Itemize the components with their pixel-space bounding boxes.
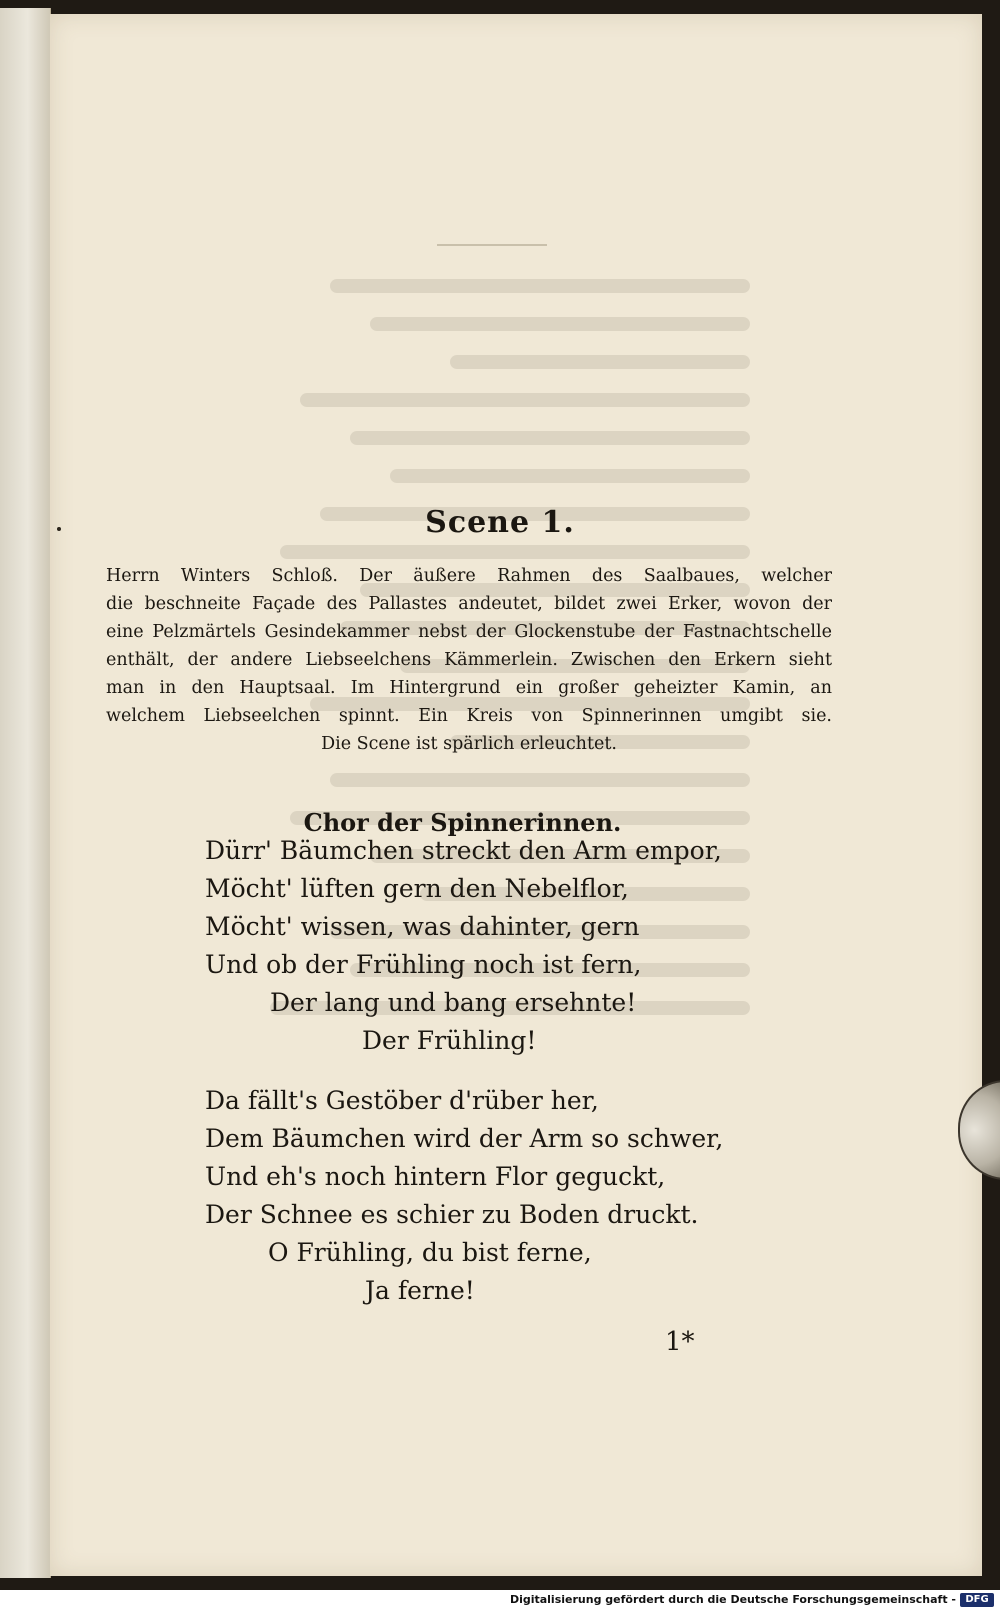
stage-line: eine Pelzmärtels Gesindekammer nebst der Glockenstube der Fastnachtschelle (106, 622, 832, 642)
stage-line: die beschneite Façade des Pallastes andeutet, bildet zwei Erker, wovon der (106, 594, 832, 614)
page-signature: 1* (665, 1327, 695, 1357)
scene-title: Scene 1. (425, 505, 575, 540)
stage-line: man in den Hauptsaal. Im Hintergrund ein großer geheizter Kamin, an (106, 678, 832, 698)
chorus-heading: Chor der Spinnerinnen. (303, 808, 622, 837)
stage-line: Herrn Winters Schloß. Der äußere Rahmen des Saalbaues, welcher (106, 566, 832, 586)
verse-line: Möcht' lüften gern den Nebelflor, (205, 874, 629, 903)
stage-direction-last-line: Die Scene ist spärlich erleuchtet. (321, 734, 617, 754)
stage-direction (106, 562, 832, 730)
verse-line: Da fällt's Gestöber d'rüber her, (205, 1086, 599, 1115)
funding-credit: Digitalisierung gefördert durch die Deutsche Forschungsgemeinschaft - (509, 1593, 956, 1606)
dfg-logo-icon: DFG (960, 1593, 994, 1607)
verse-line: Ja ferne! (365, 1276, 475, 1305)
verse-line: Dem Bäumchen wird der Arm so schwer, (205, 1124, 724, 1153)
header-rule (437, 244, 547, 246)
verse-line: Der Schnee es schier zu Boden druckt. (205, 1200, 699, 1229)
book-edge (0, 8, 51, 1578)
stage-line: enthält, der andere Liebseelchens Kämmerlein. Zwischen den Erkern sieht (106, 650, 832, 670)
verse-line: Der Frühling! (362, 1026, 537, 1055)
verse-line: Dürr' Bäumchen streckt den Arm empor, (205, 836, 722, 865)
stage-line: welchem Liebseelchen spinnt. Ein Kreis von Spinnerinnen umgibt sie. (106, 706, 832, 726)
verse-line: Und eh's noch hintern Flor geguckt, (205, 1162, 666, 1191)
footer-bar (0, 1590, 1000, 1612)
verse-line: Und ob der Frühling noch ist fern, (205, 950, 642, 979)
verse-line: Möcht' wissen, was dahinter, gern (205, 912, 640, 941)
verse-line: O Frühling, du bist ferne, (268, 1238, 592, 1267)
verse-line: Der lang und bang ersehnte! (270, 988, 637, 1017)
